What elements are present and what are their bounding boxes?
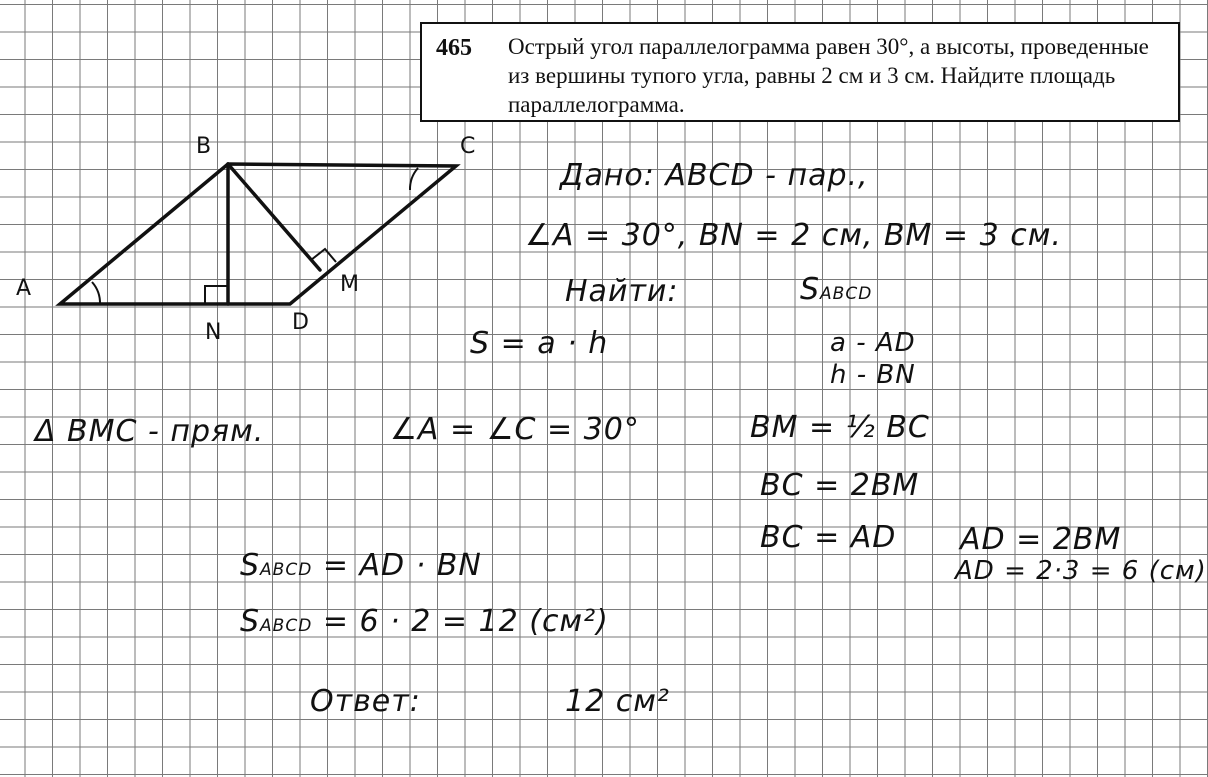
a-definition: a - AD [830,328,916,358]
bm-half-line: BM = ½ BC [750,410,930,445]
ad-calc-line: AD = 2·3 = 6 (см) [955,556,1207,586]
find-area: SABCD [800,272,873,307]
task-text: Острый угол параллелограмма равен 30°, а высоты, проведенные из вершины тупого угла, равны 2 см и 3 см. Найдите площадь параллелограмма. [508,34,1149,117]
label-a: A [16,276,32,301]
right-angle-m-mark [311,249,336,262]
answer-label: Ответ: [310,684,421,719]
label-c: C [460,134,476,159]
triangle-line: Δ BMC - прям. [35,414,265,449]
angles-line: ∠A = ∠C = 30° [390,412,640,447]
conditions-line: ∠A = 30°, BN = 2 см, BM = 3 см. [525,218,1062,253]
label-b: B [196,134,212,159]
formula: S = a · h [470,326,609,361]
find-label: Найти: [565,274,679,309]
angle-c-mark [410,168,418,190]
area-line-1: SABCD = AD · BN [240,548,482,583]
label-m: M [340,272,359,297]
answer-value: 12 см² [565,684,670,719]
task-number: 465 [436,35,472,61]
area-line-2: SABCD = 6 · 2 = 12 (см²) [240,604,609,639]
height-bm [228,164,320,270]
label-n: N [205,320,222,345]
right-angle-n-mark [205,286,228,304]
angle-a-mark [92,282,100,304]
h-definition: h - BN [830,360,916,390]
label-d: D [292,310,309,335]
parallelogram-abcd [60,164,456,304]
given-line: Дано: ABCD - пар., [560,158,869,193]
bc-ad-line: BC = AD [760,520,897,555]
bc-2bm-line: BC = 2BM [760,468,920,503]
ad-2bm-line: AD = 2BM [960,522,1122,557]
